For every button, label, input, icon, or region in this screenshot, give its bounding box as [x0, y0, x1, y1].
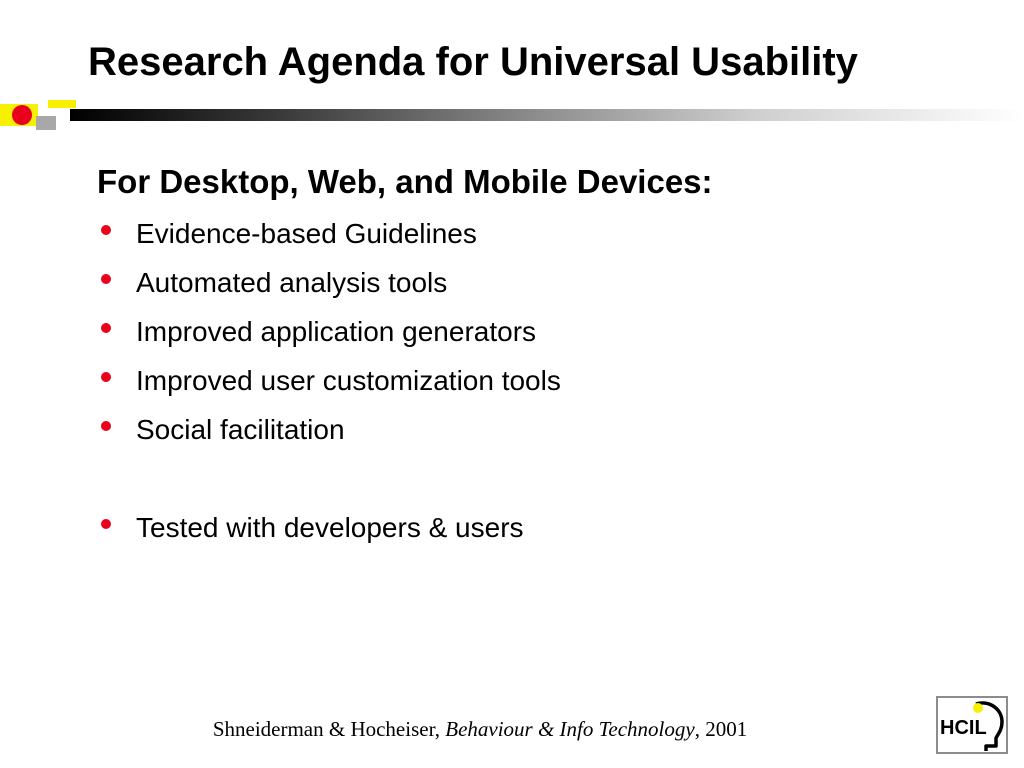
citation	[0, 714, 960, 744]
decorative-yellow-bar	[48, 100, 76, 108]
bullet-marker	[101, 323, 111, 333]
bullet-marker	[101, 372, 111, 382]
citation-journal: Behaviour & Info Technology	[445, 717, 695, 741]
logo-wordmark: HCIL	[940, 717, 987, 739]
bullet-text: Tested with developers & users	[136, 512, 524, 543]
bullet-marker	[101, 274, 111, 284]
decorative-gray-block	[36, 116, 56, 130]
citation-authors: Shneiderman & Hocheiser,	[212, 717, 440, 741]
bullet-text: Social facilitation	[136, 414, 345, 445]
gradient-rule-bar	[70, 109, 1024, 121]
hcil-logo	[936, 696, 1008, 754]
slide-title: Research Agenda for Universal Usability	[88, 40, 858, 84]
bullet-item	[97, 508, 561, 557]
bullet-text: Automated analysis tools	[136, 267, 448, 298]
bullet-text: Improved application generators	[136, 316, 537, 347]
bullet-item	[97, 312, 561, 361]
title-rule	[0, 100, 1024, 130]
bullet-marker	[101, 225, 111, 235]
section-heading: For Desktop, Web, and Mobile Devices:	[97, 163, 713, 200]
logo-yellow-dot	[973, 703, 983, 713]
bullet-item	[97, 263, 561, 312]
bullet-marker	[101, 421, 111, 431]
citation-year: , 2001	[694, 717, 748, 741]
bullet-item	[97, 214, 561, 263]
bullet-item	[97, 410, 561, 459]
bullet-marker	[101, 519, 111, 529]
bullet-item	[97, 361, 561, 410]
bullet-text: Evidence-based Guidelines	[136, 218, 477, 249]
decorative-red-dot	[12, 105, 32, 125]
bullet-list	[97, 214, 561, 557]
bullet-text: Improved user customization tools	[136, 365, 561, 396]
